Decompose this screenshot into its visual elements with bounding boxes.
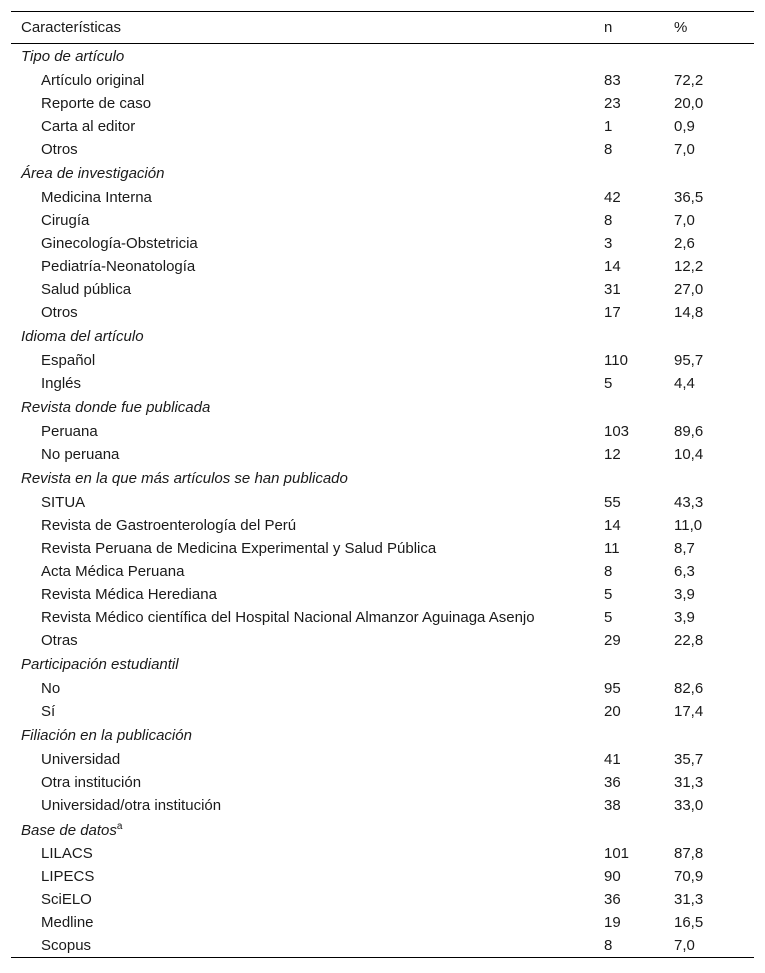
row-percent: 12,2 bbox=[674, 258, 704, 275]
group-header-row bbox=[11, 723, 754, 748]
table-row bbox=[11, 794, 754, 817]
table-row bbox=[11, 748, 754, 771]
table-row bbox=[11, 583, 754, 606]
row-count: 42 bbox=[604, 189, 621, 206]
row-label: Otras bbox=[41, 632, 78, 649]
row-label: Ginecología-Obstetricia bbox=[41, 235, 198, 252]
row-label: Medicina Interna bbox=[41, 189, 152, 206]
table-row bbox=[11, 700, 754, 723]
row-percent: 87,8 bbox=[674, 845, 704, 862]
empty-cell bbox=[604, 395, 674, 420]
row-percent: 17,4 bbox=[674, 703, 704, 720]
row-percent: 7,0 bbox=[674, 141, 695, 158]
row-count: 31 bbox=[604, 281, 621, 298]
row-count: 12 bbox=[604, 446, 621, 463]
row-percent: 4,4 bbox=[674, 375, 695, 392]
table-row bbox=[11, 606, 754, 629]
group-title-cell bbox=[11, 161, 604, 186]
header-percent: % bbox=[674, 19, 688, 36]
row-count: 17 bbox=[604, 304, 621, 321]
group-title: Tipo de artículo bbox=[21, 48, 125, 65]
group-title: Filiación en la publicación bbox=[21, 727, 192, 744]
row-percent: 16,5 bbox=[674, 914, 704, 931]
empty-cell bbox=[604, 161, 674, 186]
table-row bbox=[11, 278, 754, 301]
row-label: Reporte de caso bbox=[41, 95, 152, 112]
table-row bbox=[11, 560, 754, 583]
row-label: Cirugía bbox=[41, 212, 90, 229]
row-count: 11 bbox=[604, 540, 620, 557]
table-row bbox=[11, 255, 754, 278]
header-n: n bbox=[604, 19, 613, 36]
group-title-cell bbox=[11, 324, 604, 349]
row-count: 110 bbox=[604, 352, 628, 369]
row-label: Universidad/otra institución bbox=[41, 797, 222, 814]
table-row bbox=[11, 232, 754, 255]
row-percent: 95,7 bbox=[674, 352, 704, 369]
group-title-cell bbox=[11, 723, 604, 748]
table-row bbox=[11, 911, 754, 934]
row-count: 3 bbox=[604, 235, 613, 252]
row-count: 8 bbox=[604, 141, 613, 158]
empty-cell bbox=[674, 44, 754, 70]
group-title: Participación estudiantil bbox=[21, 656, 179, 673]
row-label: LILACS bbox=[41, 845, 93, 862]
table-row bbox=[11, 186, 754, 209]
row-label: LIPECS bbox=[41, 868, 95, 885]
table-row bbox=[11, 92, 754, 115]
group-header-row bbox=[11, 395, 754, 420]
table-row bbox=[11, 372, 754, 395]
row-label: Peruana bbox=[41, 423, 98, 440]
table-row bbox=[11, 888, 754, 911]
row-percent: 89,6 bbox=[674, 423, 704, 440]
table-row bbox=[11, 842, 754, 865]
row-label: No bbox=[41, 680, 61, 697]
empty-cell bbox=[674, 652, 754, 677]
table-row bbox=[11, 514, 754, 537]
row-percent: 27,0 bbox=[674, 281, 704, 298]
row-percent: 33,0 bbox=[674, 797, 704, 814]
row-percent: 31,3 bbox=[674, 774, 704, 791]
table-row bbox=[11, 301, 754, 324]
group-title-cell bbox=[11, 466, 604, 491]
row-percent: 0,9 bbox=[674, 118, 695, 135]
row-percent: 3,9 bbox=[674, 586, 695, 603]
row-percent: 36,5 bbox=[674, 189, 704, 206]
row-percent: 3,9 bbox=[674, 609, 695, 626]
empty-cell bbox=[674, 161, 754, 186]
row-label: Medline bbox=[41, 914, 94, 931]
row-count: 20 bbox=[604, 703, 621, 720]
row-label: Pediatría-Neonatología bbox=[41, 258, 196, 275]
row-count: 41 bbox=[604, 751, 621, 768]
table-row bbox=[11, 677, 754, 700]
row-percent: 82,6 bbox=[674, 680, 704, 697]
table-row bbox=[11, 491, 754, 514]
empty-cell bbox=[604, 817, 674, 842]
row-label: Revista Peruana de Medicina Experimental y Salud Pública bbox=[41, 540, 437, 557]
row-count: 36 bbox=[604, 774, 621, 791]
group-title-cell bbox=[11, 652, 604, 677]
row-count: 23 bbox=[604, 95, 621, 112]
row-percent: 31,3 bbox=[674, 891, 704, 908]
table-row bbox=[11, 537, 754, 560]
row-label: Salud pública bbox=[41, 281, 132, 298]
row-percent: 7,0 bbox=[674, 937, 695, 954]
row-label: SITUA bbox=[41, 494, 86, 511]
row-percent: 8,7 bbox=[674, 540, 695, 557]
row-count: 5 bbox=[604, 375, 613, 392]
empty-cell bbox=[604, 324, 674, 349]
row-percent: 22,8 bbox=[674, 632, 704, 649]
table-row bbox=[11, 349, 754, 372]
row-percent: 35,7 bbox=[674, 751, 704, 768]
row-percent: 70,9 bbox=[674, 868, 704, 885]
row-label: Carta al editor bbox=[41, 118, 136, 135]
characteristics-table bbox=[11, 11, 754, 958]
group-header-row bbox=[11, 324, 754, 349]
row-count: 14 bbox=[604, 258, 621, 275]
row-count: 8 bbox=[604, 563, 613, 580]
row-label: Otros bbox=[41, 141, 78, 158]
table-row bbox=[11, 934, 754, 958]
group-title: Base de datos bbox=[21, 821, 117, 839]
group-header-row bbox=[11, 652, 754, 677]
row-count: 101 bbox=[604, 845, 630, 862]
group-title: Revista donde fue publicada bbox=[21, 399, 211, 416]
empty-cell bbox=[604, 466, 674, 491]
row-count: 36 bbox=[604, 891, 621, 908]
row-percent: 2,6 bbox=[674, 235, 695, 252]
row-count: 1 bbox=[604, 118, 613, 135]
group-title: Área de investigación bbox=[21, 165, 165, 182]
row-label: SciELO bbox=[41, 891, 92, 908]
table-row bbox=[11, 209, 754, 232]
row-count: 19 bbox=[604, 914, 621, 931]
row-count: 55 bbox=[604, 494, 621, 511]
row-label: Español bbox=[41, 352, 96, 369]
row-label: Universidad bbox=[41, 751, 121, 768]
footnote-marker: a bbox=[116, 820, 123, 832]
table-row bbox=[11, 629, 754, 652]
group-header-row bbox=[11, 817, 754, 842]
table-row bbox=[11, 443, 754, 466]
row-percent: 14,8 bbox=[674, 304, 704, 321]
row-label: Sí bbox=[41, 703, 56, 720]
row-percent: 72,2 bbox=[674, 72, 704, 89]
row-count: 29 bbox=[604, 632, 621, 649]
row-percent: 6,3 bbox=[674, 563, 695, 580]
row-percent: 43,3 bbox=[674, 494, 704, 511]
row-percent: 7,0 bbox=[674, 212, 695, 229]
empty-cell bbox=[674, 466, 754, 491]
row-label: Scopus bbox=[41, 937, 92, 954]
group-title-cell bbox=[11, 44, 604, 70]
row-label: Revista Médica Herediana bbox=[41, 586, 217, 603]
table-row bbox=[11, 865, 754, 888]
row-count: 90 bbox=[604, 868, 621, 885]
empty-cell bbox=[674, 324, 754, 349]
row-percent: 11,0 bbox=[674, 517, 703, 534]
row-count: 8 bbox=[604, 212, 613, 229]
row-count: 5 bbox=[604, 609, 613, 626]
group-header-row bbox=[11, 161, 754, 186]
row-count: 38 bbox=[604, 797, 621, 814]
row-label: Artículo original bbox=[41, 72, 145, 89]
empty-cell bbox=[674, 395, 754, 420]
row-label: No peruana bbox=[41, 446, 120, 463]
row-count: 95 bbox=[604, 680, 621, 697]
empty-cell bbox=[604, 652, 674, 677]
group-header-row bbox=[11, 466, 754, 491]
group-title: Revista en la que más artículos se han publicado bbox=[21, 470, 348, 487]
row-label: Otros bbox=[41, 304, 78, 321]
row-count: 8 bbox=[604, 937, 613, 954]
row-label: Acta Médica Peruana bbox=[41, 563, 185, 580]
header-characteristics: Características bbox=[21, 19, 122, 36]
table-row bbox=[11, 69, 754, 92]
row-percent: 10,4 bbox=[674, 446, 704, 463]
empty-cell bbox=[674, 723, 754, 748]
group-header-row bbox=[11, 44, 754, 70]
row-count: 5 bbox=[604, 586, 613, 603]
row-count: 103 bbox=[604, 423, 630, 440]
row-count: 83 bbox=[604, 72, 621, 89]
row-count: 14 bbox=[604, 517, 621, 534]
group-title-cell bbox=[11, 395, 604, 420]
table-row bbox=[11, 771, 754, 794]
empty-cell bbox=[604, 723, 674, 748]
group-title-cell bbox=[11, 817, 604, 842]
empty-cell bbox=[674, 817, 754, 842]
row-label: Otra institución bbox=[41, 774, 142, 791]
table-row bbox=[11, 138, 754, 161]
table-row bbox=[11, 115, 754, 138]
table-container bbox=[11, 11, 754, 958]
header-row bbox=[11, 12, 754, 44]
group-title: Idioma del artículo bbox=[21, 328, 144, 345]
table-body bbox=[11, 44, 754, 958]
row-label: Revista de Gastroenterología del Perú bbox=[41, 517, 297, 534]
table-row bbox=[11, 420, 754, 443]
row-label: Inglés bbox=[41, 375, 82, 392]
row-label: Revista Médico científica del Hospital Nacional Almanzor Aguinaga Asenjo bbox=[41, 609, 535, 626]
row-percent: 20,0 bbox=[674, 95, 704, 112]
empty-cell bbox=[604, 44, 674, 70]
